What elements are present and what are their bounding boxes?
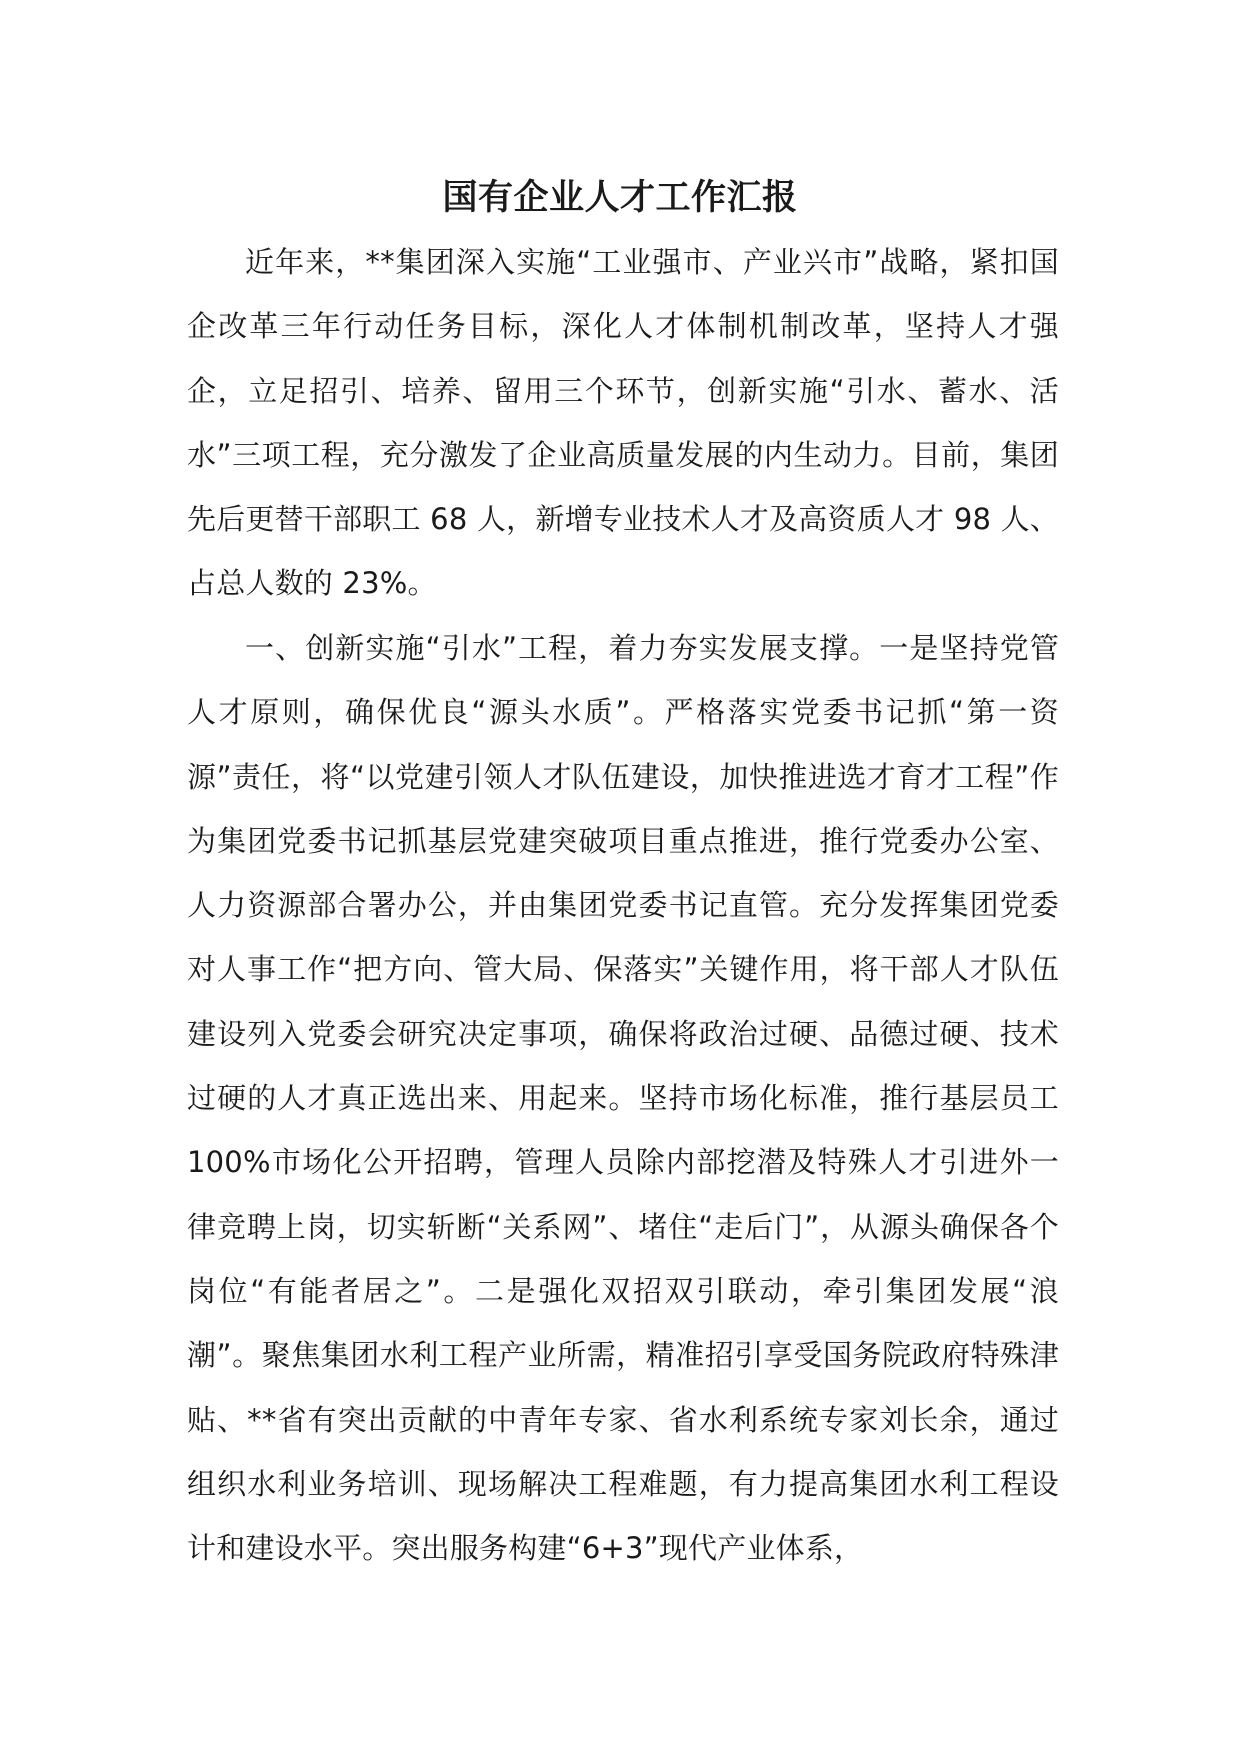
paragraph-section-one: 一、创新实施“引水”工程，着力夯实发展支撑。一是坚持党管人才原则，确保优良“源头水质”。严格落实党委书记抓“第一资源”责任，将“以党建引领人才队伍建设，加快推进选才育才工程”作为集团党委书记抓基层党建突破项目重点推进，推行党委办公室、人力资源部合署办公，并由集团党委书记直管。充分发挥集团党委对人事工作“把方向、管大局、保落实”关键作用，将干部人才队伍建设列入党委会研究决定事项，确保将政治过硬、品德过硬、技术过硬的人才真正选出来、用起来。坚持市场化标准，推行基层员工 100%市场化公开招聘，管理人员除内部挖潜及特殊人才引进外一律竞聘上岗，切实斩断“关系网”、堵住“走后门”，从源头确保各个岗位“有能者居之”。二是强化双招双引联动，牵引集团发展“浪潮”。聚焦集团水利工程产业所需，精准招引享受国务院政府特殊津贴、**省有突出贡献的中青年专家、省水利系统专家刘长余，通过组织水利业务培训、现场解决工程难题，有力提高集团水利工程设计和建设水平。突出服务构建“6+3”现代产业体系， <box>187 631 1059 1566</box>
document-title: 国有企业人才工作汇报 <box>442 178 798 218</box>
paragraph-intro: 近年来，**集团深入实施“工业强市、产业兴市”战略，紧扣国企改革三年行动任务目标，深化人才体制机制改革，坚持人才强企，立足招引、培养、留用三个环节，创新实施“引水、蓄水、活水”三项工程，充分激发了企业高质量发展的内生动力。目前，集团先后更替干部职工 68 人，新增专业技术人才及高资质人才 98 人、占总人数的 23%。 <box>187 245 1059 601</box>
